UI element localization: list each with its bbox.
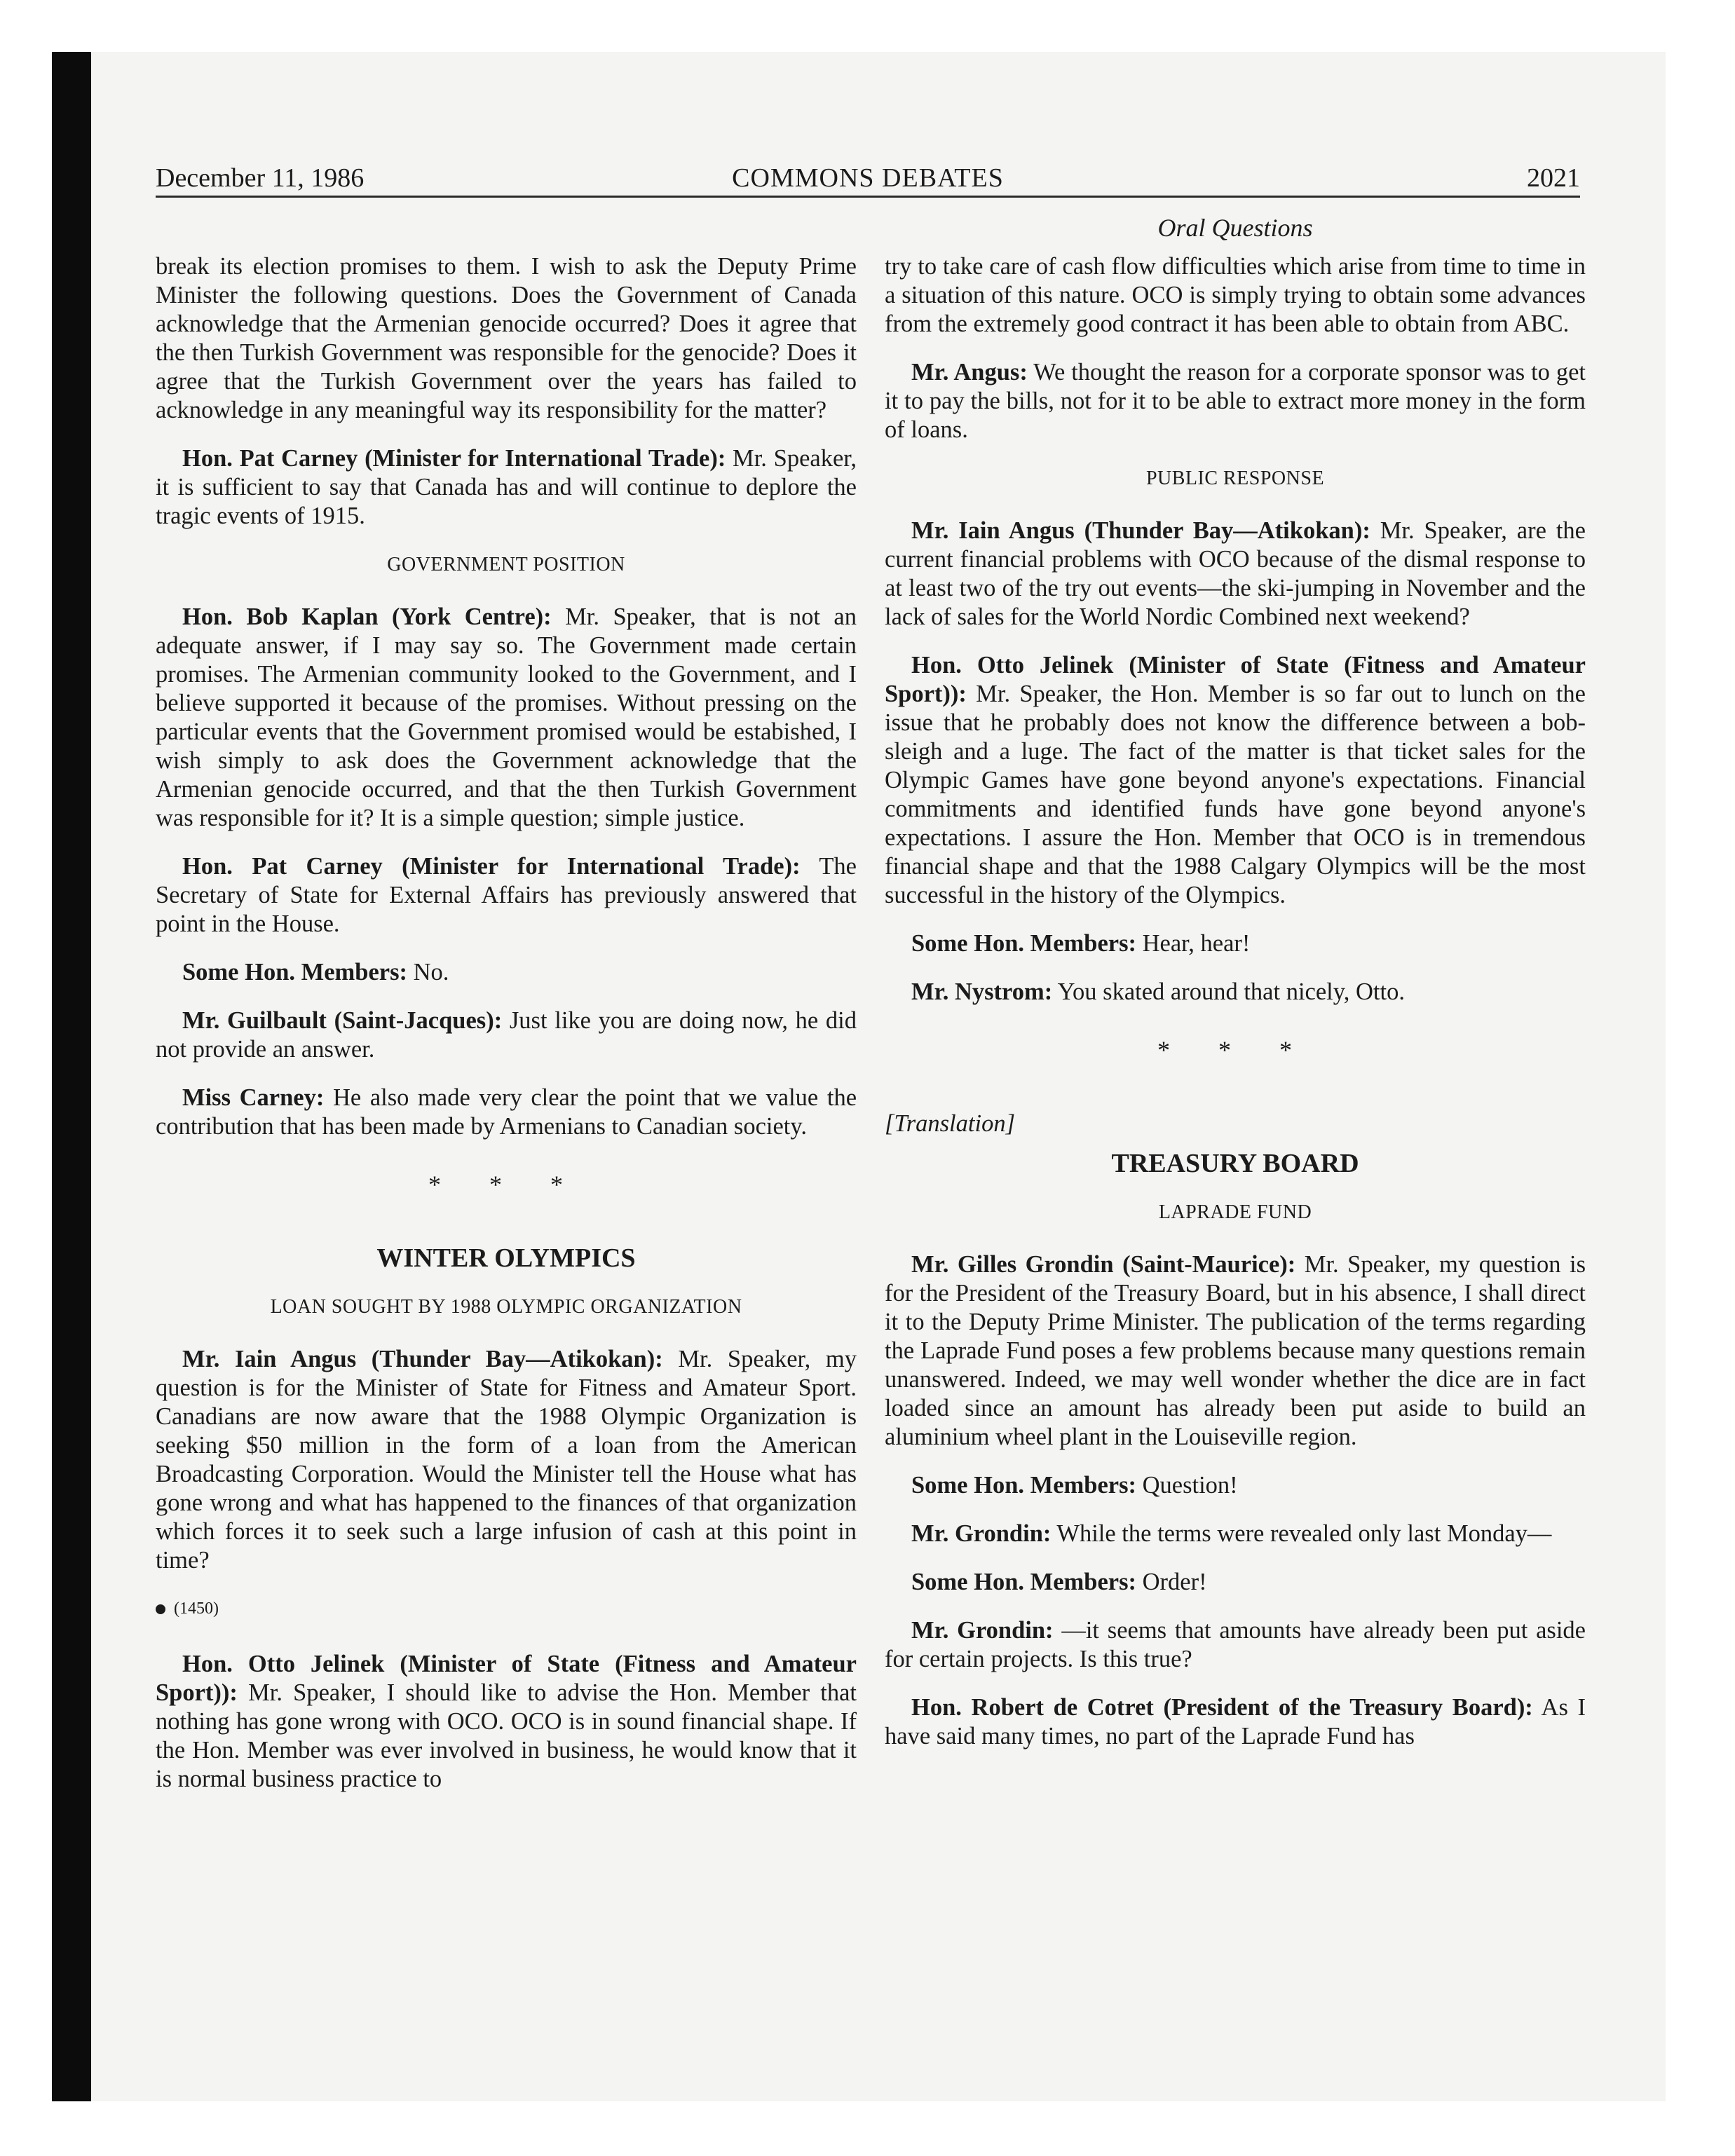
speaker: Some Hon. Members: — [911, 1569, 1136, 1595]
speaker: Mr. Grondin: — [911, 1617, 1054, 1644]
section-heading: WINTER OLYMPICS — [376, 1243, 636, 1273]
translation-note: [Translation] — [885, 1110, 1015, 1137]
speech: No. — [407, 959, 449, 985]
speaker: Mr. Gilles Grondin (Saint-Maurice): — [911, 1251, 1296, 1278]
speaker: Mr. Iain Angus (Thunder Bay—Atikokan): — [911, 517, 1370, 544]
speech: Mr. Speaker, are the current financial problems with OCO because of the dismal response to at least two of the try out events—the ski-jumping in November and the lack of sales for the World Nordic Combined next weekend? — [885, 517, 1586, 630]
section-heading: TREASURY BOARD — [1111, 1149, 1359, 1178]
paragraph — [156, 603, 857, 833]
paragraph — [156, 1345, 857, 1575]
speech: He also made very clear the point that we value the contribution that has been made by Armenians to Canadian society. — [156, 1084, 857, 1140]
speech: Question! — [1136, 1472, 1238, 1499]
binding-edge — [52, 52, 91, 2101]
time-marker — [156, 1595, 857, 1623]
paragraph — [156, 852, 857, 939]
speaker: Mr. Guilbault (Saint-Jacques): — [182, 1007, 503, 1034]
paragraph — [885, 1250, 1586, 1452]
speaker: Hon. Pat Carney (Minister for International Trade): — [182, 445, 726, 472]
section-separator: * * * — [428, 1171, 584, 1199]
speech: We thought the reason for a corporate sponsor was to get it to pay the bills, not for it to be able to extract more money in the form of loans. — [885, 359, 1586, 443]
speaker: Hon. Otto Jelinek (Minister of State (Fitness and Amateur Sport)): — [156, 1651, 857, 1706]
right-column — [885, 252, 1586, 1770]
speech: Order! — [1136, 1569, 1207, 1595]
speech: Hear, hear! — [1136, 930, 1251, 957]
paragraph — [156, 1084, 857, 1141]
speaker: Mr. Grondin: — [911, 1520, 1052, 1547]
header-title: COMMONS DEBATES — [732, 163, 1004, 193]
running-head: Oral Questions — [1157, 214, 1313, 242]
paragraph — [156, 1650, 857, 1794]
paragraph — [885, 1520, 1586, 1548]
subheading: LAPRADE FUND — [1158, 1201, 1312, 1223]
speech: —it seems that amounts have already been put aside for certain projects. Is this true? — [885, 1617, 1586, 1672]
paragraph — [156, 1007, 857, 1064]
page-header — [156, 158, 1580, 198]
speaker: Mr. Iain Angus (Thunder Bay—Atikokan): — [182, 1346, 663, 1372]
left-column — [156, 252, 857, 1813]
paragraph — [885, 929, 1586, 958]
speech: Just like you are doing now, he did not provide an answer. — [156, 1007, 857, 1063]
subheading: GOVERNMENT POSITION — [387, 554, 625, 575]
bullet-icon — [156, 1604, 165, 1614]
paragraph: try to take care of cash flow difficulties which arise from time to time in a situation of this nature. OCO is simply trying to obtain some advances from the extremely good contract it has been able to obtain from ABC. — [885, 253, 1586, 337]
section-separator: * * * — [1157, 1036, 1313, 1064]
speaker: Some Hon. Members: — [911, 1472, 1136, 1499]
paragraph — [156, 444, 857, 531]
paragraph — [885, 1616, 1586, 1674]
speech: The Secretary of State for External Affairs has previously answered that point in the House. — [156, 853, 857, 937]
paragraph — [885, 1568, 1586, 1597]
paragraph — [885, 517, 1586, 632]
speaker: Some Hon. Members: — [911, 930, 1136, 957]
speech: Mr. Speaker, the Hon. Member is so far out to lunch on the issue that he probably does not know the difference between a bob-sleigh and a luge. The fact of the matter is that ticket sales for the Olympic Games have gone beyond anyone's expectations. Financial commitments and identified funds have gone beyond anyone's expectations. I assure the Hon. Member that OCO is in tremendous financial shape and that the 1988 Calgary Olympics will be the most successful in the history of the Olympics. — [885, 681, 1586, 908]
speech: You skated around that nicely, Otto. — [1052, 978, 1405, 1005]
time-stamp: (1450) — [174, 1599, 219, 1618]
paragraph — [885, 1693, 1586, 1751]
header-date: December 11, 1986 — [156, 163, 365, 193]
paragraph — [885, 651, 1586, 910]
header-rule — [156, 196, 1580, 198]
paragraph: break its election promises to them. I wish to ask the Deputy Prime Minister the following questions. Does the Government of Canada acknowledge that the Armenian genocide occurred? Does it agree that the then Turkish Government was responsible for the genocide? Does it agree that the Turkish Government over the years has failed to acknowledge in any meaningful way its responsibility for the matter? — [156, 253, 857, 423]
speaker: Mr. Nystrom: — [911, 978, 1053, 1005]
speaker: Hon. Pat Carney (Minister for International Trade): — [182, 853, 801, 880]
paragraph — [885, 358, 1586, 444]
speech: Mr. Speaker, it is sufficient to say that Canada has and will continue to deplore the tragic events of 1915. — [156, 445, 857, 529]
speaker: Some Hon. Members: — [182, 959, 407, 985]
speaker: Miss Carney: — [182, 1084, 325, 1111]
speech: As I have said many times, no part of the Laprade Fund has — [885, 1694, 1586, 1749]
page-number: 2021 — [1527, 163, 1580, 193]
speech: Mr. Speaker, that is not an adequate answer, if I may say so. The Government made certain promises. The Armenian community looked to the Government, and I believe supported it because of the promises. Without pressing on the particular events that the Government promised would be estabished, I wish simply to ask does the Government acknowledge that the Armenian genocide occurred, and that the then Turkish Government was responsible for it? It is a simple question; simple justice. — [156, 603, 857, 831]
subheading: LOAN SOUGHT BY 1988 OLYMPIC ORGANIZATION — [270, 1296, 742, 1318]
paragraph — [156, 958, 857, 987]
speaker: Hon. Otto Jelinek (Minister of State (Fitness and Amateur Sport)): — [885, 652, 1586, 707]
paragraph — [885, 1471, 1586, 1500]
speech: Mr. Speaker, I should like to advise the Hon. Member that nothing has gone wrong with OCO. OCO is in sound financial shape. If the Hon. Member was ever involved in business, he would know that it is normal business practice to — [156, 1679, 857, 1792]
paragraph — [885, 978, 1586, 1007]
speaker: Hon. Bob Kaplan (York Centre): — [182, 603, 552, 630]
speech: Mr. Speaker, my question is for the Minister of State for Fitness and Amateur Sport. Canadians are now aware that the 1988 Olympic Organization is seeking $50 million in the form of a loan from the American Broadcasting Corporation. Would the Minister tell the House what has gone wrong and what has happened to the finances of that organization which forces it to seek such a large infusion of cash at this point in time? — [156, 1346, 857, 1574]
speech: While the terms were revealed only last Monday— — [1051, 1520, 1552, 1547]
speaker: Hon. Robert de Cotret (President of the Treasury Board): — [911, 1694, 1533, 1721]
speaker: Mr. Angus: — [911, 359, 1028, 386]
speech: Mr. Speaker, my question is for the President of the Treasury Board, but in his absence, I shall direct it to the Deputy Prime Minister. The publication of the terms regarding the Laprade Fund poses a few problems because many questions remain unanswered. Indeed, we may well wonder whether the dice are in fact loaded since an amount has already been put aside to build an aluminium wheel plant in the Louiseville region. — [885, 1251, 1586, 1450]
subheading: PUBLIC RESPONSE — [1145, 468, 1325, 489]
